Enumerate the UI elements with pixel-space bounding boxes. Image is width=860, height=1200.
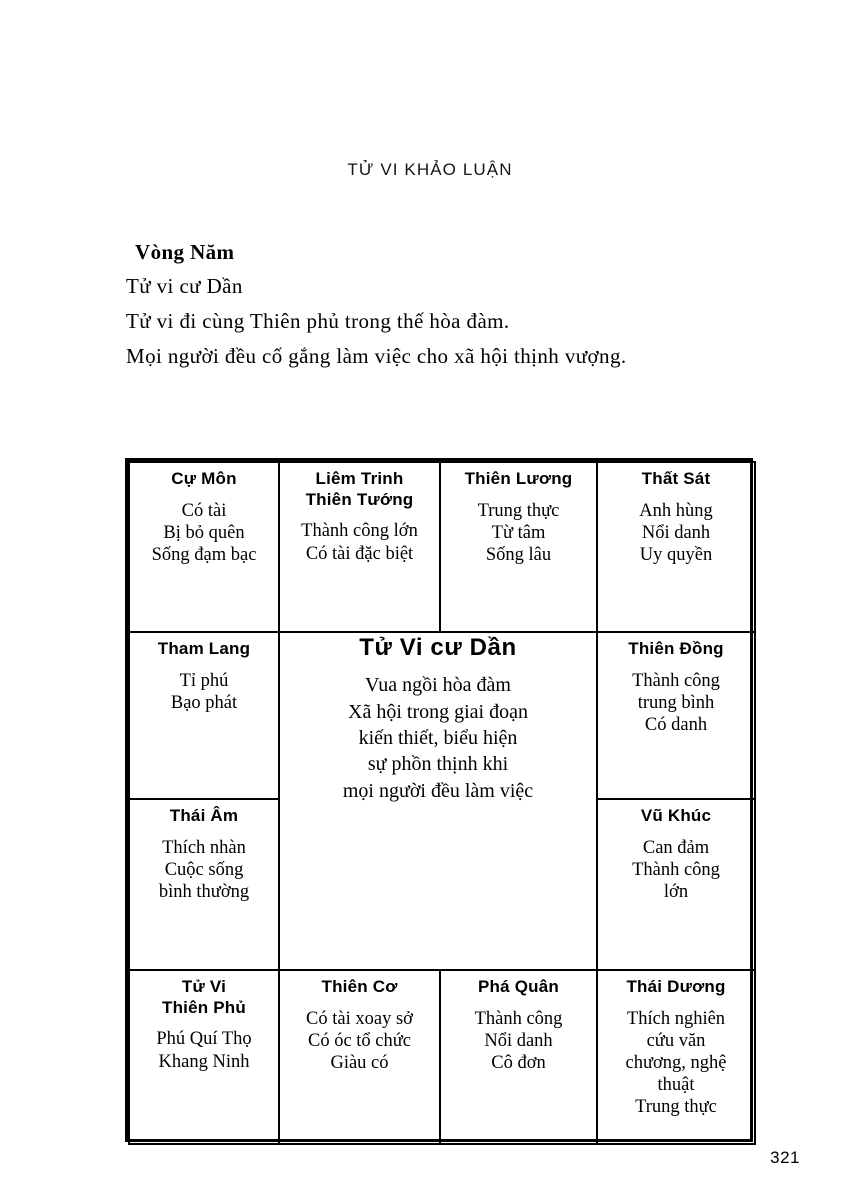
palace-description-line: Giàu có: [330, 1053, 389, 1074]
palace-description-line: Có tài xoay sở: [306, 1008, 413, 1029]
intro-block: [126, 240, 766, 379]
palace-description-line: lớn: [663, 882, 689, 903]
palace-description-line: Cuộc sống: [164, 859, 244, 880]
palace-spacer: [445, 490, 592, 500]
palace-description-line: Có danh: [644, 715, 708, 736]
palace-description-line: Trung thực: [477, 500, 560, 521]
palace-cell-cu-mon: [128, 461, 280, 633]
palace-description-line: Xã hội trong giai đoạn: [348, 700, 528, 723]
palace-spacer: [134, 827, 274, 837]
palace-cell-thien-dong: [596, 631, 756, 800]
palace-description-line: Thích nghiên: [626, 1008, 726, 1029]
palace-spacer: [134, 660, 274, 670]
palace-description-line: Tỉ phú: [179, 670, 229, 691]
palace-description-line: Phú Quí Thọ: [156, 1029, 252, 1050]
palace-description-line: Thích nhàn: [162, 837, 246, 858]
palace-star-name: Thái Dương: [626, 977, 726, 996]
palace-description-line: trung bình: [637, 692, 715, 713]
palace-spacer: [445, 998, 592, 1008]
palace-star-name: Thái Âm: [169, 806, 239, 825]
intro-line-2: Tử vi đi cùng Thiên phủ trong thế hòa đàm.: [126, 309, 510, 333]
palace-description-line: Cô đơn: [491, 1053, 546, 1074]
palace-spacer: [602, 998, 750, 1008]
palace-description-line: Trung thực: [635, 1097, 717, 1118]
palace-spacer: [284, 998, 435, 1008]
running-head: TỬ VI KHẢO LUẬN: [347, 160, 513, 179]
palace-cell-thai-am: [128, 798, 280, 971]
palace-star-name: Thiên Lương: [464, 469, 573, 488]
palace-spacer: [134, 1018, 274, 1028]
palace-description-line: Có óc tổ chức: [307, 1030, 411, 1051]
palace-description-line: Bạo phát: [170, 692, 238, 713]
intro-line-3: Mọi người đều cố gắng làm việc cho xã hội thịnh vượng.: [126, 344, 627, 368]
palace-description-line: Sống đạm bạc: [151, 545, 257, 566]
palace-cell-liem-trinh-thien-tuong: [278, 461, 441, 633]
palace-description-line: Bị bỏ quên: [163, 522, 245, 543]
palace-description-line: thuật: [657, 1075, 695, 1096]
palace-spacer: [602, 490, 750, 500]
palace-star-name: Vũ Khúc: [640, 806, 712, 825]
palace-description-line: chương, nghệ: [625, 1053, 727, 1074]
palace-star-name: Thiên Đồng: [628, 639, 724, 658]
palace-spacer: [284, 662, 592, 672]
palace-description-line: bình thường: [158, 882, 250, 903]
palace-star-name: Tử Vi: [181, 977, 227, 996]
palace-description-line: Anh hùng: [639, 500, 713, 521]
palace-description-line: kiến thiết, biểu hiện: [358, 727, 518, 750]
palace-cell-thien-luong: [439, 461, 598, 633]
palace-spacer: [134, 490, 274, 500]
palace-description-line: Sống lâu: [485, 545, 552, 566]
palace-star-name: Liêm Trinh: [315, 469, 404, 488]
palace-cell-that-sat: [596, 461, 756, 633]
palace-cell-tu-vi-thien-phu: [128, 969, 280, 1145]
palace-star-name: Tham Lang: [157, 639, 251, 658]
palace-star-name: Tử Vi cư Dần: [359, 634, 517, 661]
palace-cell-thai-duong: [596, 969, 756, 1145]
palace-spacer: [602, 827, 750, 837]
page-number: 321: [770, 1148, 800, 1167]
palace-cell-center-palace: [278, 631, 598, 971]
intro-line-1: Tử vi cư Dần: [126, 274, 243, 298]
palace-cell-thien-co: [278, 969, 441, 1145]
palace-description-line: Từ tâm: [491, 522, 546, 543]
palace-star-name: Thiên Cơ: [321, 977, 398, 996]
palace-description-line: Thành công: [474, 1008, 563, 1029]
palace-description-line: Có tài đặc biệt: [305, 543, 414, 564]
palace-cell-vu-khuc: [596, 798, 756, 971]
palace-star-name: Phá Quân: [478, 977, 559, 996]
palace-spacer: [284, 510, 435, 520]
palace-description-line: Can đảm: [642, 837, 710, 858]
palace-star-name: Thiên Tướng: [305, 489, 414, 509]
tu-vi-chart: [125, 458, 753, 1142]
palace-description-line: Nổi danh: [484, 1030, 553, 1051]
palace-description-line: Thành công: [632, 859, 720, 880]
palace-description-line: cứu văn: [646, 1030, 706, 1051]
palace-description-line: Khang Ninh: [158, 1051, 250, 1072]
palace-description-line: Thành công: [632, 670, 720, 691]
palace-star-name: Cự Môn: [171, 469, 237, 488]
palace-description-line: mọi người đều làm việc: [342, 779, 534, 802]
palace-description-line: sự phồn thịnh khi: [367, 753, 509, 776]
palace-description-line: Uy quyền: [639, 545, 713, 566]
palace-spacer: [602, 660, 750, 670]
intro-heading: Vòng Năm: [135, 240, 235, 264]
palace-description-line: Thành công lớn: [301, 521, 418, 542]
palace-cell-pha-quan: [439, 969, 598, 1145]
palace-description-line: Vua ngồi hòa đàm: [365, 674, 511, 697]
palace-cell-tham-lang: [128, 631, 280, 800]
palace-star-name: Thất Sát: [641, 469, 711, 488]
palace-description-line: Nổi danh: [641, 522, 711, 543]
palace-description-line: Có tài: [181, 500, 227, 521]
palace-star-name: Thiên Phủ: [162, 997, 246, 1017]
